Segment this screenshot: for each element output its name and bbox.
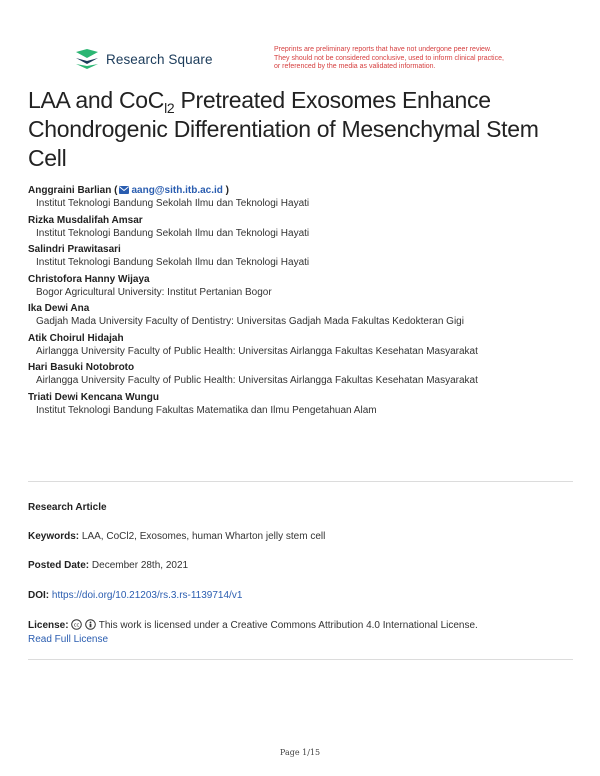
posted-date-value: December 28th, 2021: [91, 560, 189, 571]
author-name: Hari Basuki Notobroto: [28, 362, 135, 373]
author-affiliation: Gadjah Mada University Faculty of Dentistry: Universitas Gadjah Mada Fakultas Kedokteran Gigi: [36, 316, 464, 327]
notice-line: Preprints are preliminary reports that have not undergone peer review.: [274, 46, 492, 53]
author-name: Anggraini Barlian ( aang@sith.itb.ac.id ): [28, 185, 230, 196]
header: [74, 46, 554, 76]
keywords-label: Keywords:: [28, 531, 80, 542]
author-name-text: Anggraini Barlian: [28, 185, 112, 196]
author-name: Rizka Musdalifah Amsar: [28, 214, 143, 226]
title-part-2: Pretreated Exosomes Enhance Chondrogenic Differentiation of Mesenchymal Stem Cell: [28, 87, 539, 171]
svg-text:cc: cc: [74, 622, 80, 629]
article-type: [28, 501, 588, 515]
section-divider: [28, 659, 573, 660]
author-name: Triati Dewi Kencana Wungu: [28, 391, 159, 403]
author-affiliation: Institut Teknologi Bandung Fakultas Matematika dan Ilmu Pengetahuan Alam: [36, 404, 377, 416]
notice-line: or referenced by the media as validated information.: [274, 63, 436, 70]
article-type-text: Research Article: [28, 502, 107, 513]
license-label: License:: [28, 620, 69, 631]
author-name: Christofora Hanny Wijaya: [28, 273, 150, 285]
doi-row: [28, 589, 588, 603]
author-name: Ika Dewi Ana: [28, 303, 90, 314]
research-square-logo[interactable]: [74, 48, 213, 70]
author-affiliation: Airlangga University Faculty of Public Health: Universitas Airlangga Fakultas Kesehatan Masyarakat: [36, 345, 478, 357]
page-number: Page 1/15: [279, 748, 321, 757]
author-affiliation: Institut Teknologi Bandung Sekolah Ilmu dan Teknologi Hayati: [36, 257, 310, 268]
posted-date-label: Posted Date:: [28, 560, 90, 571]
posted-date-row: [28, 559, 588, 573]
license-text: This work is licensed under a Creative Commons Attribution 4.0 International License.: [98, 620, 478, 631]
research-square-logo-icon: [74, 48, 100, 70]
keywords-row: [28, 530, 588, 544]
doi-label: DOI:: [28, 590, 50, 601]
read-full-license-link[interactable]: Read Full License: [28, 634, 109, 645]
attribution-icon: [85, 619, 96, 630]
author-name: Atik Choirul Hidajah: [28, 332, 124, 344]
title-part-1: LAA and CoC: [28, 87, 165, 113]
author-affiliation: Airlangga University Faculty of Public Health: Universitas Airlangga Fakultas Kesehatan Masyarakat: [36, 375, 478, 386]
license-row: [28, 619, 588, 647]
section-divider: [28, 481, 573, 482]
author-affiliation: Institut Teknologi Bandung Sekolah Ilmu dan Teknologi Hayati: [36, 227, 310, 239]
author-list: [28, 184, 588, 420]
keywords-value: LAA, CoCl2, Exosomes, human Wharton jelly stem cell: [81, 531, 326, 542]
doi-link[interactable]: https://doi.org/10.21203/rs.3.rs-1139714/v1: [51, 590, 243, 601]
notice-line: They should not be considered conclusive, used to inform clinical practice,: [274, 54, 504, 62]
author-affiliation: Bogor Agricultural University: Institut Pertanian Bogor: [36, 286, 272, 298]
title-subscript: l2: [164, 100, 175, 116]
author-name: Salindri Prawitasari: [28, 244, 121, 255]
creative-commons-icon: [71, 619, 82, 630]
logo-text: Research Square: [106, 51, 213, 67]
author-email-link[interactable]: aang@sith.itb.ac.id: [131, 185, 223, 196]
envelope-icon: [119, 186, 129, 194]
preprint-notice: [274, 46, 554, 72]
paper-title: [28, 86, 578, 173]
author-affiliation: Institut Teknologi Bandung Sekolah Ilmu dan Teknologi Hayati: [36, 198, 310, 209]
